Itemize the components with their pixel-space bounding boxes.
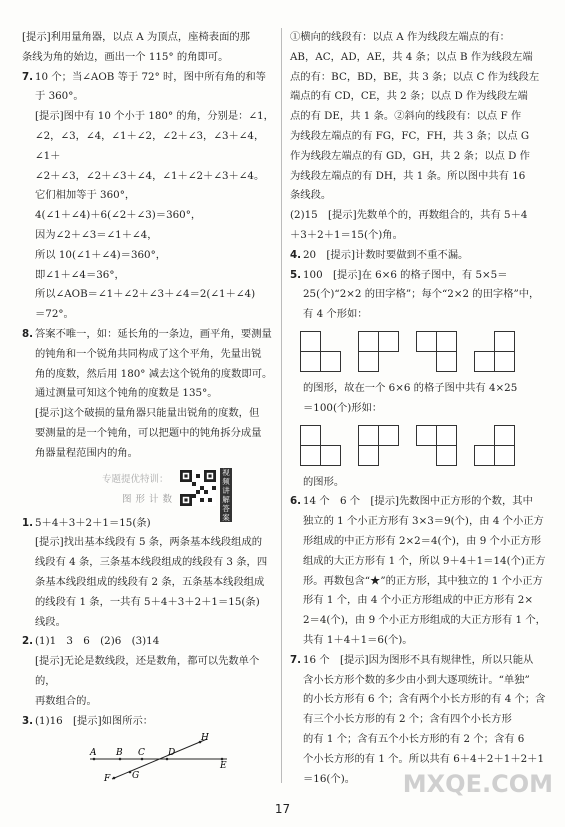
text-line: 的有 1 个；含有五个小长方形的有 2 个；含有 6 bbox=[303, 732, 525, 745]
text-line: 通过测量可知这个钝角的度数是 135°。 bbox=[35, 387, 218, 400]
text-line: 点的有：BC，BD，BE，共 3 条；以点 C 作为线段左 bbox=[290, 70, 540, 83]
text-line: [提示]无论是数线段，还是数角，都可以先数单个的， bbox=[35, 655, 260, 687]
text-line: 端点的有 CD，CE，共 2 条；以点 D 作为线段左端 bbox=[290, 90, 528, 103]
text-line: (2)15 [提示]先数单个的，再数组合的，共有 5＋4 bbox=[290, 209, 528, 222]
text-line: 的图形，故在一个 6×6 的格子图中共有 4×25 bbox=[303, 381, 518, 394]
text-line: 16 个 [提示]因为图形不具有规律性，所以只能从 bbox=[303, 653, 534, 666]
text-line: 4(∠1＋∠4)＋6(∠2＋∠3)＝360°， bbox=[35, 209, 202, 222]
banner-subtitle: 图形计数 bbox=[122, 493, 177, 505]
l-shape-figure bbox=[300, 331, 344, 375]
text-line: 条基本线段组成的线段有 2 条，五条基本线段组成 bbox=[35, 575, 265, 588]
watermark: MXQE.COM bbox=[402, 770, 553, 798]
text-line: [提示]找出基本线段有 5 条，两条基本线段组成的 bbox=[35, 536, 263, 549]
text-line: [提示]图中有 10 个小于 180° 的角，分别是：∠1， bbox=[35, 110, 274, 123]
question-5 bbox=[290, 266, 548, 286]
question-4 bbox=[290, 246, 548, 266]
text-line: ①横向的线段有：以点 A 作为线段左端点的有： bbox=[290, 31, 510, 43]
practice-2 bbox=[22, 632, 276, 652]
text-line: [提示]利用量角器，以点 A 为顶点，座椅表面的那 bbox=[22, 31, 250, 43]
text-line: ∠2＋∠3，∠2＋∠3＋∠4，∠1＋∠2＋∠3＋∠4。 bbox=[35, 169, 265, 182]
qr-code-icon[interactable] bbox=[180, 470, 216, 506]
question-number: 4. bbox=[290, 248, 302, 261]
point-label: H bbox=[201, 733, 209, 744]
text-line: 独立的 1 个小正方形有 3×3＝9(个)，由 4 个小正方 bbox=[303, 515, 544, 528]
text-line: 作为线段左端点的有 GD，GH，共 2 条；以点 D 作 bbox=[290, 149, 530, 162]
l-shape-figure bbox=[416, 331, 460, 375]
text-line: 20 [提示]计数时要做到不重不漏。 bbox=[303, 248, 469, 261]
text-line: 的线段有 1 条，一共有 5＋4＋3＋2＋1＝15(条) bbox=[35, 595, 260, 608]
text-line: 2＝4(个)，由 9 个小正方形组成的大正方形有 1 个， bbox=[303, 614, 546, 627]
text-line: 再数组合的。 bbox=[35, 694, 97, 707]
text-line: (1)16 [提示]如图所示： bbox=[35, 714, 154, 727]
l-shape-figure bbox=[358, 331, 402, 375]
text-line: 个小长方形的有 1 个。所以共有 6＋4＋2＋1＋2＋1 bbox=[303, 752, 545, 765]
question-number: 6. bbox=[290, 495, 302, 508]
text-line: 的钝角和一个锐角共同构成了这个平角，先量出锐 bbox=[35, 347, 262, 360]
text-line: ＝72°。 bbox=[35, 308, 74, 321]
l-shape-figure bbox=[474, 425, 518, 469]
l-shape-figure bbox=[358, 425, 402, 469]
l-shape-figure bbox=[416, 425, 460, 469]
text-line: 点的有 DE，共 1 条。②斜向的线段有：以点 F 作 bbox=[290, 110, 522, 123]
text-line: 答案不唯一，如：延长角的一条边，画平角，要测量 bbox=[35, 327, 272, 340]
section-banner bbox=[72, 467, 276, 522]
text-line: 5＋4＋3＋2＋1＝15(条) bbox=[35, 516, 151, 529]
text-line: AB，AC，AD，AE，共 4 条；以点 B 作为线段左端 bbox=[290, 50, 533, 63]
l-shape-figures-row-1 bbox=[300, 331, 548, 375]
text-line: 14 个 6 个 [提示]先数图中正方形的个数，其中 bbox=[303, 495, 533, 508]
point-label: G bbox=[132, 771, 140, 782]
text-line: 它们相加等于 360°， bbox=[35, 189, 136, 202]
point-label: B bbox=[116, 748, 123, 759]
text-line: 10 个；当∠AOB 等于 72° 时，图中所有角的和等 bbox=[35, 70, 266, 83]
text-line: 有 4 个形如： bbox=[303, 308, 368, 321]
text-line: 角的度数，然后用 180° 减去这个锐角的度数即可。 bbox=[35, 367, 273, 380]
text-line: 共有 1＋4＋1＝6(个)。 bbox=[303, 633, 413, 646]
question-number: 7. bbox=[22, 70, 34, 83]
text-line: 有三个小长方形的有 2 个；含有四个小长方形 bbox=[303, 713, 512, 726]
question-8 bbox=[22, 325, 276, 345]
question-number: 1. bbox=[22, 516, 34, 529]
question-number: 8. bbox=[22, 327, 34, 340]
text-line: ∠2，∠3，∠4，∠1＋∠2，∠2＋∠3，∠3＋∠4，∠1＋ bbox=[35, 129, 265, 162]
text-line: 所以 10(∠1＋∠4)＝360°， bbox=[35, 248, 167, 261]
text-line: 形组成的中正方形有 2×2＝4(个)，由 9 个小正方形 bbox=[303, 534, 542, 547]
text-line: 角器量程范围内的角。 bbox=[35, 446, 138, 459]
text-line: 的小长方形有 6 个；含有两个小长方形的有 4 个；含 bbox=[303, 693, 546, 706]
text-line: 所以∠AOB＝∠1＋∠2＋∠3＋∠4＝2(∠1＋∠4) bbox=[35, 288, 256, 301]
text-line: (1)1 3 6 (2)6 (3)14 bbox=[35, 635, 160, 648]
question-number: 7. bbox=[290, 653, 302, 666]
question-number: 5. bbox=[290, 268, 302, 281]
question-number: 2. bbox=[22, 635, 34, 648]
point-label: F bbox=[104, 774, 111, 782]
text-line: 因为∠2＋∠3＝∠1＋∠4， bbox=[35, 228, 158, 241]
point-label: D bbox=[168, 748, 176, 759]
point-label: A bbox=[90, 748, 97, 759]
banner-title: 专题提优特训： bbox=[102, 473, 169, 485]
left-column bbox=[22, 28, 276, 781]
point-label: E bbox=[220, 761, 227, 772]
l-shape-figure bbox=[300, 425, 344, 469]
text-line: 含小长方形个数的多少由小到大逐项统计。“单独” bbox=[303, 673, 530, 686]
text-line: ＝100(个)形如： bbox=[303, 401, 383, 414]
text-line: ＋3＋2＋1＝15(个)角。 bbox=[290, 228, 403, 241]
practice-3 bbox=[22, 712, 276, 732]
text-line: 为线段左端点的有 DH，共 1 条。所以图中共有 16 bbox=[290, 169, 526, 182]
right-column bbox=[290, 28, 548, 789]
question-7 bbox=[22, 68, 276, 88]
text-line: 条线段。 bbox=[290, 189, 332, 202]
l-shape-figures-row-2 bbox=[300, 425, 548, 469]
text-line: 即∠1＋∠4＝36°， bbox=[35, 268, 125, 281]
text-line: 形有 1 个，由 4 个小正方形组成的中正方形有 2× bbox=[303, 594, 533, 607]
text-line: 线段。 bbox=[35, 615, 66, 628]
column-divider bbox=[281, 28, 282, 783]
practice-1 bbox=[22, 514, 276, 534]
text-line: 线段有 4 条，三条基本线段组成的线段有 3 条，四 bbox=[35, 556, 268, 569]
page-number: 17 bbox=[274, 802, 291, 816]
text-line: [提示]这个破损的量角器只能量出锐角的度数，但 bbox=[35, 407, 260, 420]
line-segment-figure bbox=[82, 731, 232, 781]
text-line: 于 360°。 bbox=[35, 90, 84, 103]
question-6 bbox=[290, 492, 548, 512]
text-line: 组成的大正方形有 1 个，所以 9＋4＋1＝14(个)正方 bbox=[303, 554, 546, 567]
text-line: 100 [提示]在 6×6 的格子图中，有 5×5＝ bbox=[303, 268, 508, 281]
question-7-right bbox=[290, 651, 548, 671]
text-line: 形。再数包含“★”的正方形，其中独立的 1 个小正方 bbox=[303, 574, 543, 587]
text-line: 要测量的是一个钝角，可以把题中的钝角拆分成量 bbox=[35, 426, 262, 439]
question-number: 3. bbox=[22, 714, 34, 727]
text-line: ＝16(个)。 bbox=[303, 772, 356, 785]
text-line: 的图形。 bbox=[303, 475, 345, 488]
video-explanation-badge: 视频讲解答案 bbox=[220, 468, 232, 522]
point-label: C bbox=[138, 748, 145, 759]
text-line: 条线为角的始边，画出一个 115° 的角即可。 bbox=[22, 50, 229, 63]
text-line: 25(个)“2×2 的田字格”；每个“2×2 的田字格”中， bbox=[303, 288, 540, 301]
text-line: 为线段左端点的有 FG，FC，FH，共 3 条；以点 G bbox=[290, 129, 530, 142]
l-shape-figure bbox=[474, 331, 518, 375]
